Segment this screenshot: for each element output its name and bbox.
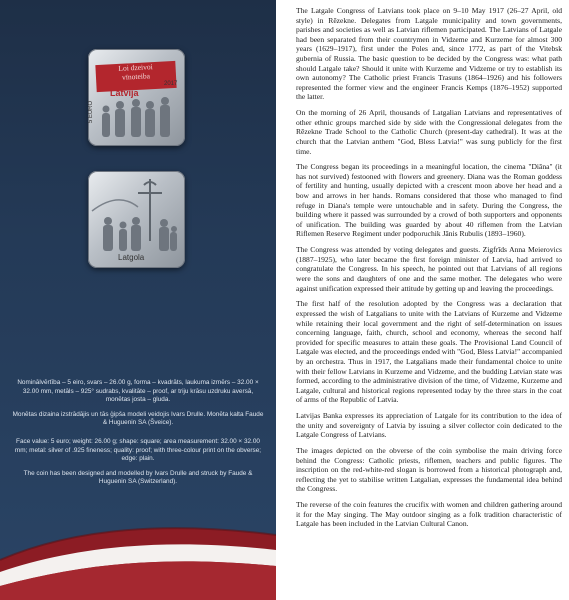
article-paragraph-4: The Congress was attended by voting delegates and guests. Zigfrīds Anna Meierovics (1887–1925), who later became the first foreign minister of Latvia, had arrived to congratulate the Congress. In his speech, he pointed out that Latvians of all regions were the sons and daughters of one and the same mother. The delegates who were against unification expressed their attitude by getting up and leaving the proceedings.	[296, 245, 562, 293]
coin-banner-line1: Loi dzeivoi	[118, 62, 153, 73]
article-paragraph-5: The first half of the resolution adopted by the Congress was a declaration that expressed the wish of Latgalians to unite with the Latvians of Kurzeme and Vidzeme while retaining their local government and the right of self-determination on issues concerning language, faith, church, school and economy, whereas the second half provided for specific measures to attain these goals. The Provisional Land Council of Latgale was elected, and the proceedings ended with "God, Bless Latvia!" accompanied by an orchestra. Thus in 1917, the Latgalians made their fundamental choice to unite with their fellow Latvians in Kurzeme and Vidzeme, and the budding Latvian state was formed, according to the administrative division of the time, of Vidzeme, Kurzeme and Latgale, cultural and historical regions represented today by the three stars in the coat of arms of the Republic of Latvia.	[296, 299, 562, 405]
coin-year: 2017	[164, 81, 178, 87]
coin-obverse	[88, 49, 185, 146]
left-panel	[0, 0, 276, 600]
specs-en-paragraph-1: Face value: 5 euro; weight: 26.00 g; shape: square; area measurement: 32.00 × 32.00 mm; metal: silver of .925 fineness; quality: proof; with three-colour print on the obverse; edge: plain.	[14, 437, 262, 463]
article-text	[296, 6, 562, 535]
coin-banner-line2: vīnoteiba	[121, 71, 151, 82]
coin-banner-line3: Latvija	[110, 88, 139, 98]
article-paragraph-6: Latvijas Banka expresses its appreciation of Latgale for its contribution to the idea of the unity and sovereignty of Latvia by issuing a silver collector coin dedicated to the Latgale Congress of Latvians.	[296, 411, 562, 440]
latvian-flag-ribbon	[0, 490, 276, 600]
article-paragraph-2: On the morning of 26 April, thousands of Latgalian Latvians and representatives of other ethnic groups marched side by side with the Congressional delegates from the Rēzekne Trade School to the Catholic Church (present-day cathedral). It was at the church that the Latvian anthem "God, Bless Latvia!" was sung publicly for the first time.	[296, 108, 562, 156]
specs-lv-paragraph-1: Nominālvērtība – 5 eiro, svars – 26.00 g, forma – kvadrāts, laukuma izmērs – 32.00 × 32.00 mm, metāls – 925° sudrabs, kvalitāte – proof, ar triju krāsu uzdruku aversā, monētas josta – gluda.	[17, 379, 259, 404]
coin-denomination: 5 EURO	[88, 100, 95, 124]
article-paragraph-3: The Congress began its proceedings in a meaningful location, the cinema "Diāna" (it has not survived) festooned with flowers and greenery. Diana was the Roman goddess of fertility and hunting, usually depicted with a crescent moon above her head and a bow and arrows in her hands. Romans considered that those who managed to find refuge in Diana's temple were untouchable and in safety. During the Congress, the building where it passed was surrounded by a crowd of both supporters and opponents of unification. The building was guarded by about 40 riflemen from the Latvian Riflemen Reserve Regiment under podporuchik Jānis Rubulis (1893–1960).	[296, 162, 562, 239]
article-paragraph-7: The images depicted on the obverse of the coin symbolise the main driving force behind the Congress: Catholic priests, riflemen, teachers and public figures. The inscription on the red-white-red slogan is borrowed from a historical photograph and, reflecting the yet to stabilise written Latgalian, expresses the fundamental idea behind the Congress.	[296, 446, 562, 494]
coin-reverse	[88, 171, 185, 268]
specs-en-paragraph-2: The coin has been designed and modelled by Ivars Drulle and struck by Faude & Huguenin SA (Switzerland).	[23, 469, 253, 486]
coin-reverse-inscription: Latgola	[118, 253, 145, 262]
specs-lv-paragraph-2: Monētas dizaina izstrādājis un tās ģipša modeli veidojis Ivars Drulle. Monēta kalta Faude & Huguenin SA (Šveice).	[12, 410, 264, 427]
article-paragraph-8: The reverse of the coin features the crucifix with women and children gathering around it for the May singing. The May outdoor singing as a folk tradition characteristic of Latgale has been included in the Latvian Cultural Canon.	[296, 500, 562, 529]
coin-figures-illustration	[88, 49, 185, 146]
coin-specifications	[10, 379, 266, 493]
article-paragraph-1: The Latgale Congress of Latvians took place on 9–10 May 1917 (26–27 April, old style) in Rēzekne. Delegates from Latgale municipality and town governments, parishes and societies as well as Latvian riflemen participated. The Latvians of Latgale had been separated from their countrymen in Vidzeme and Kurzeme for almost 300 years (1629–1917), first under the Poles and, since 1772, as part of the Vitebsk guberniа of Russia. The basic question to be decided by the Congress was: what path should Latgale take? Should it unite with Kurzeme and Vidzeme or try to establish its own autonomy? The Catholic priest Francis Trasuns (1864–1926) and his followers represented the former view and the engineer Francis Kemps (1876–1952) supported the latter.	[296, 6, 562, 102]
